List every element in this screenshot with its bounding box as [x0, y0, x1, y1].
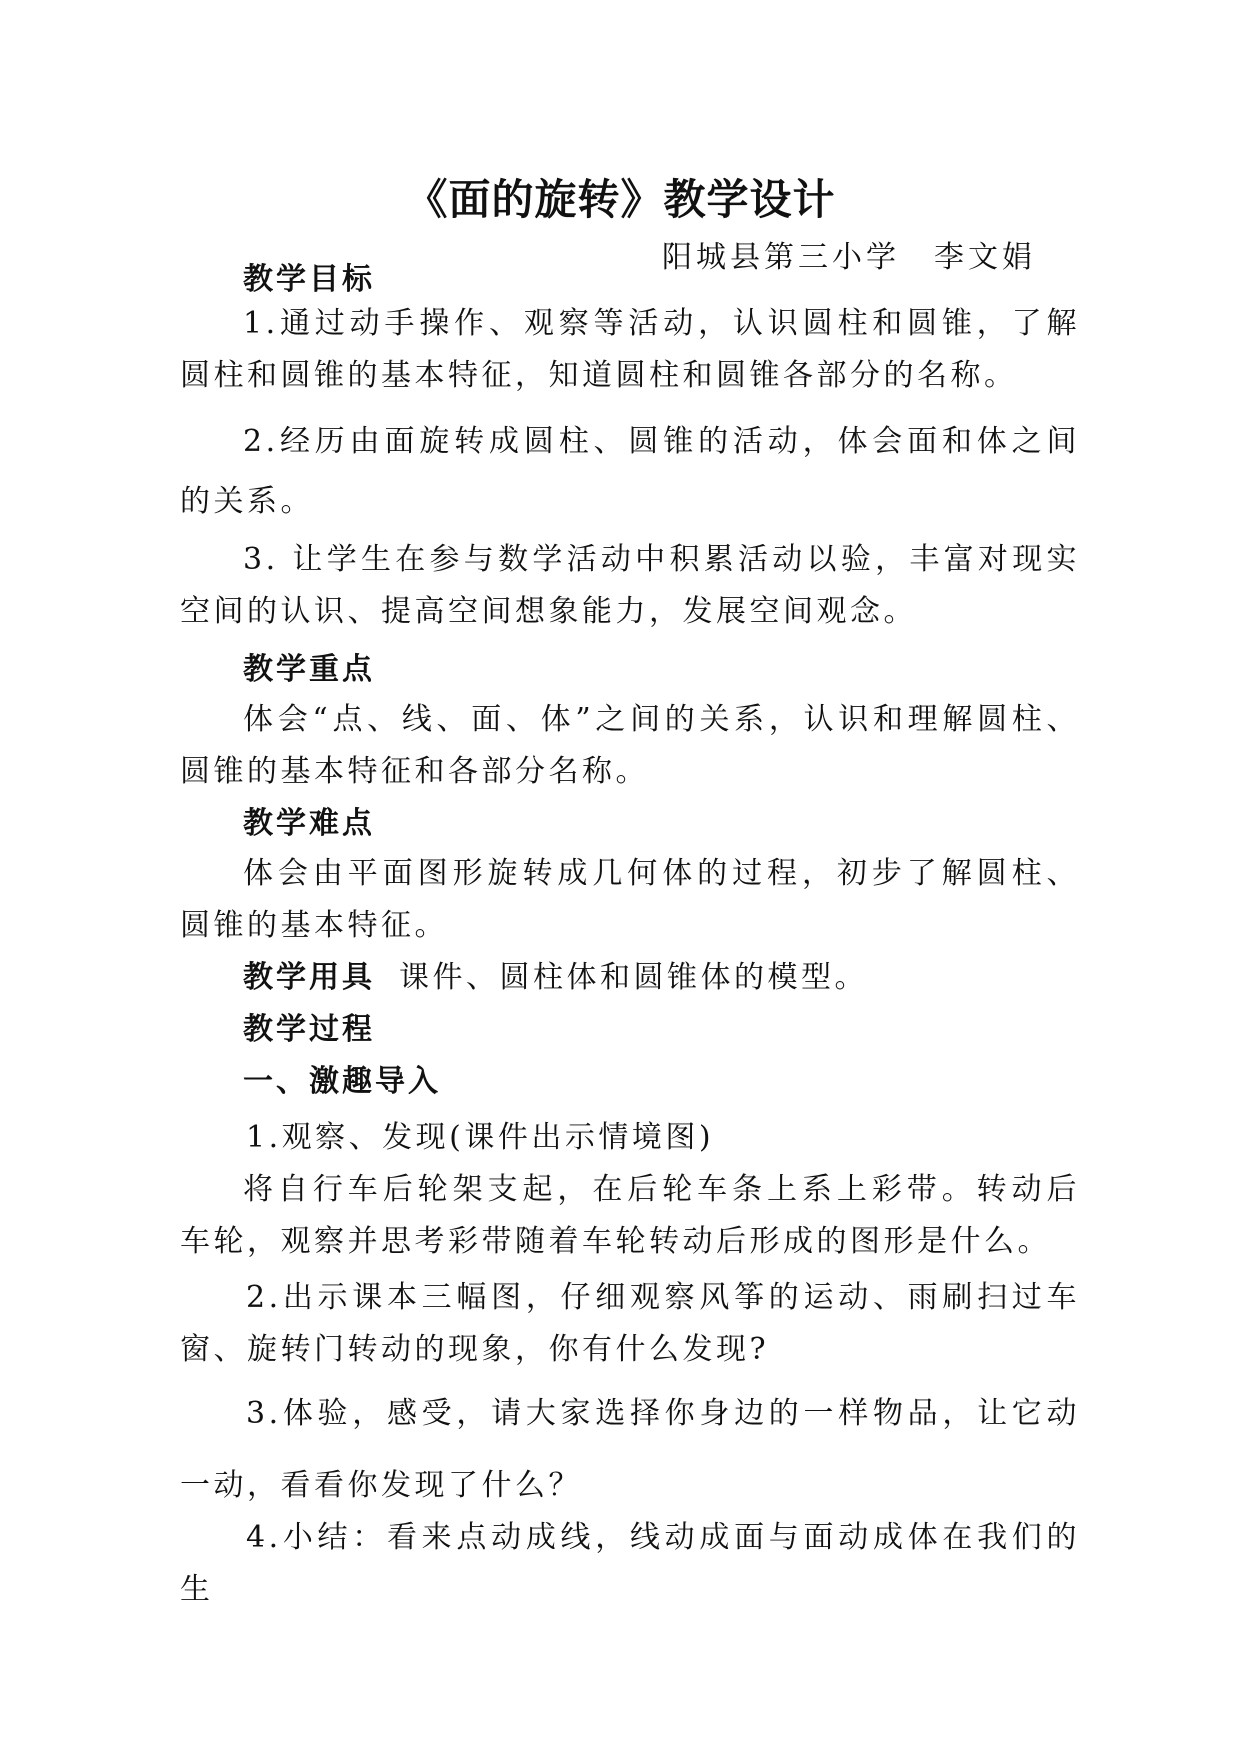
objectives-heading: 教学目标 [243, 262, 375, 297]
tools-line [243, 956, 868, 1000]
key-points-heading: 教学重点 [243, 652, 375, 687]
difficulties-heading: 教学难点 [243, 806, 375, 841]
section-1-step-3: 3.体验，感受，请大家选择你身边的一样物品，让它动一动，看看你发现了什么？ [180, 1396, 1080, 1503]
author-line: 阳城县第三小学 李文娟 [662, 240, 1036, 275]
objective-item-2: 2.经历由面旋转成圆柱、圆锥的活动，体会面和体之间的关系。 [180, 424, 1080, 519]
section-1-step-4: 4.小结：看来点动成线，线动成面与面动成体在我们的生 [180, 1520, 1080, 1607]
section-1-step-1-detail: 将自行车后轮架支起，在后轮车条上系上彩带。转动后车轮，观察并思考彩带随着车轮转动后形成的图形是什么。 [180, 1172, 1080, 1259]
section-1-heading: 一、激趣导入 [243, 1064, 441, 1099]
document-title: 《面的旋转》教学设计 [405, 175, 836, 224]
objective-item-3: 3. 让学生在参与数学活动中积累活动以验，丰富对现实空间的认识、提高空间想象能力，发展空间观念。 [180, 542, 1080, 629]
tools-heading: 教学用具 [243, 960, 375, 995]
process-heading: 教学过程 [243, 1012, 375, 1047]
objective-item-1: 1.通过动手操作、观察等活动，认识圆柱和圆锥，了解圆柱和圆锥的基本特征，知道圆柱和圆锥各部分的名称。 [180, 306, 1080, 393]
difficulties-text: 体会由平面图形旋转成几何体的过程，初步了解圆柱、圆锥的基本特征。 [180, 856, 1080, 943]
section-1-step-1: 1.观察、发现(课件出示情境图) [246, 1120, 715, 1155]
section-1-step-2: 2.出示课本三幅图，仔细观察风筝的运动、雨刷扫过车窗、旋转门转动的现象，你有什么发现? [180, 1280, 1080, 1367]
tools-text: 课件、圆柱体和圆锥体的模型。 [399, 960, 868, 995]
key-points-text: 体会“点、线、面、体”之间的关系，认识和理解圆柱、圆锥的基本特征和各部分名称。 [180, 702, 1080, 789]
